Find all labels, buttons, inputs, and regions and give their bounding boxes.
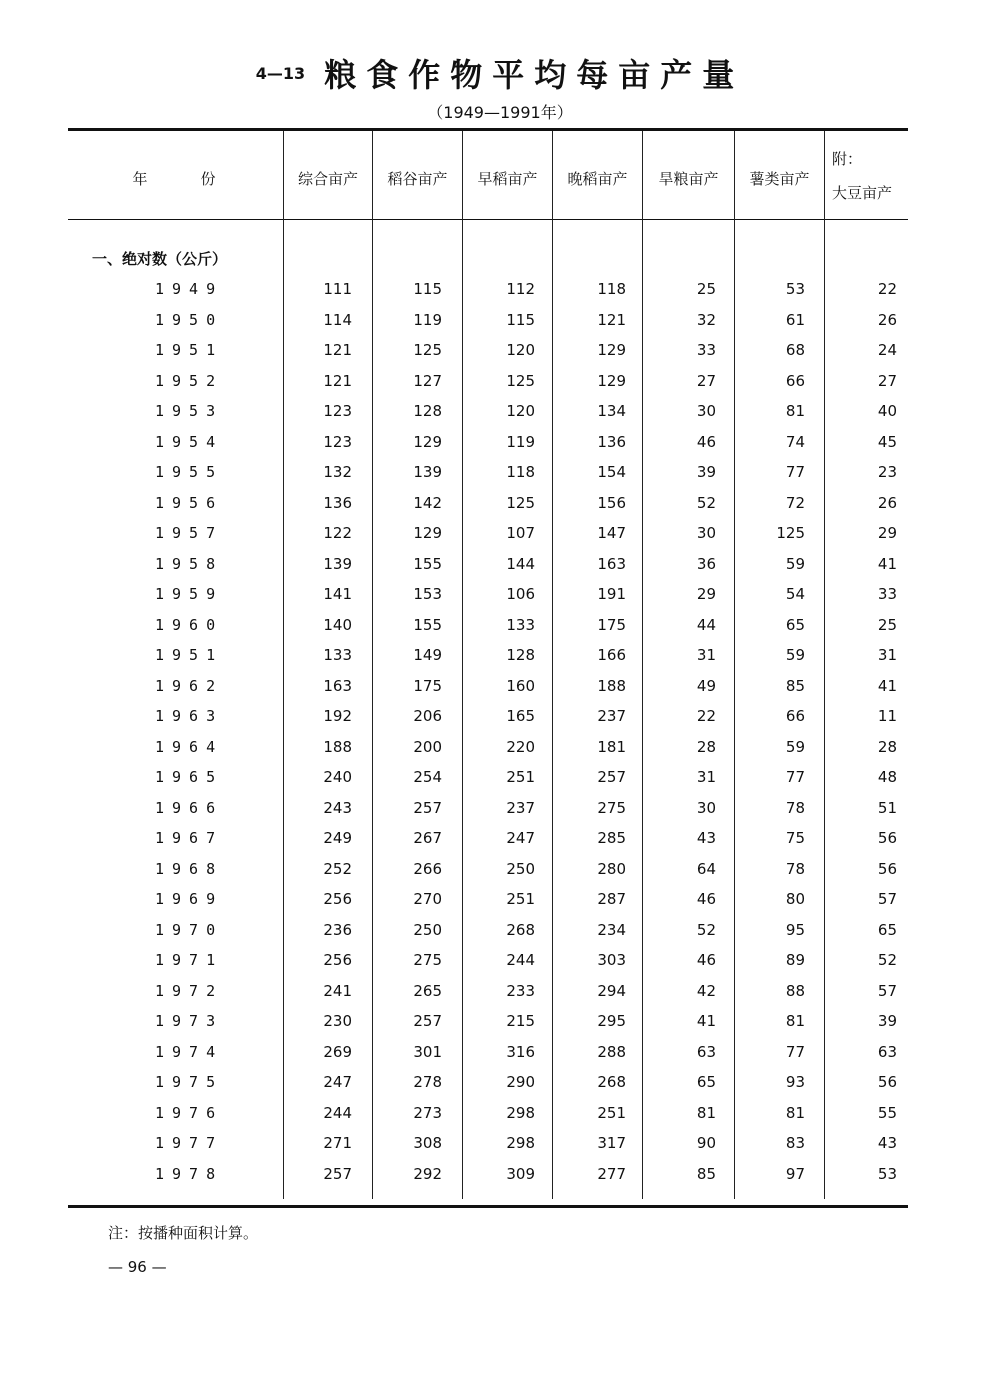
value-cell: 250 [413, 920, 442, 939]
value-cell: 271 [323, 1134, 352, 1152]
value-cell: 288 [597, 1042, 626, 1061]
value-cell: 61 [785, 310, 805, 329]
year-cell: 1967 [155, 829, 224, 847]
section-label: 一、绝对数（公斤） [92, 250, 228, 268]
value-cell: 83 [785, 1134, 805, 1152]
value-cell: 25 [877, 615, 897, 634]
value-cell: 121 [323, 341, 352, 359]
value-cell: 66 [785, 371, 805, 390]
header-rice: 稻谷亩产 [387, 170, 448, 188]
value-cell: 247 [323, 1073, 352, 1091]
value-cell: 107 [506, 524, 535, 542]
value-cell: 52 [696, 920, 716, 939]
value-cell: 266 [413, 859, 442, 878]
value-cell: 188 [597, 676, 626, 695]
value-cell: 316 [506, 1042, 535, 1061]
value-cell: 133 [506, 615, 535, 634]
value-cell: 120 [506, 341, 535, 359]
year-cell: 1965 [155, 768, 224, 786]
header-tubers: 薯类亩产 [749, 170, 810, 188]
value-cell: 257 [413, 798, 442, 817]
value-cell: 97 [785, 1164, 805, 1183]
value-cell: 125 [506, 493, 535, 512]
value-cell: 230 [323, 1012, 352, 1030]
table-row [0, 372, 1000, 402]
year-cell: 1951 [155, 341, 224, 359]
value-cell: 249 [323, 829, 352, 847]
value-cell: 165 [506, 707, 535, 725]
table-row [0, 341, 1000, 371]
value-cell: 46 [696, 951, 716, 969]
value-cell: 31 [877, 646, 897, 664]
value-cell: 24 [877, 341, 897, 359]
value-cell: 301 [413, 1042, 442, 1061]
bottom-rule [68, 1205, 908, 1208]
value-cell: 147 [597, 524, 626, 542]
value-cell: 111 [323, 280, 352, 298]
value-cell: 256 [323, 951, 352, 969]
year-cell: 1960 [155, 615, 224, 634]
value-cell: 90 [696, 1134, 716, 1152]
year-cell: 1952 [155, 371, 224, 390]
table-row [0, 524, 1000, 554]
value-cell: 294 [597, 981, 626, 1000]
value-cell: 298 [506, 1103, 535, 1122]
value-cell: 121 [597, 310, 626, 329]
year-cell: 1951 [155, 646, 224, 664]
value-cell: 41 [877, 554, 897, 573]
value-cell: 33 [696, 341, 716, 359]
value-cell: 43 [877, 1134, 897, 1152]
value-cell: 68 [785, 341, 805, 359]
value-cell: 139 [413, 463, 442, 481]
table-title [0, 50, 1000, 96]
value-cell: 11 [877, 707, 897, 725]
header-soybean: 大豆亩产 [832, 184, 893, 202]
title-text: 粮食作物平均每亩产量 [324, 56, 745, 94]
value-cell: 119 [506, 432, 535, 451]
value-cell: 65 [877, 920, 897, 939]
value-cell: 81 [696, 1103, 716, 1122]
value-cell: 46 [696, 890, 716, 908]
value-cell: 123 [323, 402, 352, 420]
value-cell: 28 [696, 737, 716, 756]
year-cell: 1972 [155, 981, 224, 1000]
page-number: — 96 — [108, 1258, 167, 1276]
value-cell: 56 [877, 1073, 897, 1091]
table-row [0, 280, 1000, 310]
value-cell: 28 [877, 737, 897, 756]
value-cell: 30 [696, 524, 716, 542]
table-row [0, 677, 1000, 707]
value-cell: 43 [696, 829, 716, 847]
value-cell: 265 [413, 981, 442, 1000]
table-row [0, 402, 1000, 432]
table-row [0, 555, 1000, 585]
value-cell: 22 [696, 707, 716, 725]
table-row [0, 1073, 1000, 1103]
value-cell: 23 [877, 463, 897, 481]
year-cell: 1953 [155, 402, 224, 420]
value-cell: 118 [506, 463, 535, 481]
value-cell: 26 [877, 493, 897, 512]
value-cell: 144 [506, 554, 535, 573]
value-cell: 59 [785, 737, 805, 756]
table-row [0, 585, 1000, 615]
value-cell: 88 [785, 981, 805, 1000]
value-cell: 41 [696, 1012, 716, 1030]
value-cell: 22 [877, 280, 897, 298]
value-cell: 250 [506, 859, 535, 878]
value-cell: 122 [323, 524, 352, 542]
year-cell: 1963 [155, 707, 224, 725]
value-cell: 251 [506, 890, 535, 908]
value-cell: 63 [696, 1042, 716, 1061]
value-cell: 129 [413, 524, 442, 542]
year-cell: 1962 [155, 676, 224, 695]
table-row [0, 799, 1000, 829]
value-cell: 78 [785, 798, 805, 817]
value-cell: 81 [785, 402, 805, 420]
value-cell: 141 [323, 585, 352, 603]
value-cell: 220 [506, 737, 535, 756]
value-cell: 42 [696, 981, 716, 1000]
year-cell: 1969 [155, 890, 224, 908]
value-cell: 128 [413, 402, 442, 420]
value-cell: 118 [597, 280, 626, 298]
value-cell: 63 [877, 1042, 897, 1061]
table-code: 4—13 [255, 63, 306, 83]
value-cell: 278 [413, 1073, 442, 1091]
value-cell: 134 [597, 402, 626, 420]
value-cell: 292 [413, 1164, 442, 1183]
year-cell: 1970 [155, 920, 224, 939]
value-cell: 77 [785, 1042, 805, 1061]
value-cell: 181 [597, 737, 626, 756]
value-cell: 85 [785, 676, 805, 695]
value-cell: 267 [413, 829, 442, 847]
value-cell: 251 [597, 1103, 626, 1122]
value-cell: 112 [506, 280, 535, 298]
value-cell: 36 [696, 554, 716, 573]
table-row [0, 707, 1000, 737]
value-cell: 277 [597, 1164, 626, 1183]
value-cell: 49 [696, 676, 716, 695]
value-cell: 52 [877, 951, 897, 969]
table-row [0, 1104, 1000, 1134]
value-cell: 120 [506, 402, 535, 420]
table-row [0, 1165, 1000, 1195]
value-cell: 133 [323, 646, 352, 664]
value-cell: 80 [785, 890, 805, 908]
value-cell: 41 [877, 676, 897, 695]
value-cell: 175 [413, 676, 442, 695]
year-cell: 1954 [155, 432, 224, 451]
value-cell: 26 [877, 310, 897, 329]
table-row [0, 616, 1000, 646]
header-late-rice: 晚稻亩产 [567, 170, 628, 188]
value-cell: 251 [506, 768, 535, 786]
value-cell: 125 [413, 341, 442, 359]
year-cell: 1971 [155, 951, 224, 969]
year-cell: 1950 [155, 310, 224, 329]
value-cell: 309 [506, 1164, 535, 1183]
value-cell: 78 [785, 859, 805, 878]
year-cell: 1974 [155, 1042, 224, 1061]
value-cell: 155 [413, 615, 442, 634]
value-cell: 237 [597, 707, 626, 725]
value-cell: 115 [506, 310, 535, 329]
value-cell: 65 [785, 615, 805, 634]
value-cell: 127 [413, 371, 442, 390]
year-cell: 1978 [155, 1164, 224, 1183]
table-row [0, 463, 1000, 493]
value-cell: 53 [785, 280, 805, 298]
value-cell: 175 [597, 615, 626, 634]
header-dry-grain: 旱粮亩产 [658, 170, 719, 188]
value-cell: 215 [506, 1012, 535, 1030]
value-cell: 136 [323, 493, 352, 512]
value-cell: 154 [597, 463, 626, 481]
value-cell: 119 [413, 310, 442, 329]
value-cell: 115 [413, 280, 442, 298]
value-cell: 252 [323, 859, 352, 878]
value-cell: 257 [597, 768, 626, 786]
value-cell: 89 [785, 951, 805, 969]
year-range-subtitle: （1949—1991年） [427, 103, 573, 122]
year-cell: 1959 [155, 585, 224, 603]
value-cell: 29 [877, 524, 897, 542]
header-rule [68, 219, 908, 220]
value-cell: 56 [877, 829, 897, 847]
value-cell: 106 [506, 585, 535, 603]
value-cell: 45 [877, 432, 897, 451]
value-cell: 77 [785, 768, 805, 786]
value-cell: 30 [696, 402, 716, 420]
value-cell: 95 [785, 920, 805, 939]
value-cell: 81 [785, 1012, 805, 1030]
year-cell: 1956 [155, 493, 224, 512]
value-cell: 31 [696, 768, 716, 786]
value-cell: 40 [877, 402, 897, 420]
value-cell: 275 [413, 951, 442, 969]
value-cell: 25 [696, 280, 716, 298]
value-cell: 54 [785, 585, 805, 603]
table-row [0, 646, 1000, 676]
value-cell: 29 [696, 585, 716, 603]
value-cell: 59 [785, 646, 805, 664]
value-cell: 44 [696, 615, 716, 634]
value-cell: 269 [323, 1042, 352, 1061]
value-cell: 268 [597, 1073, 626, 1091]
value-cell: 241 [323, 981, 352, 1000]
header-early-rice: 早稻亩产 [477, 170, 538, 188]
value-cell: 206 [413, 707, 442, 725]
value-cell: 237 [506, 798, 535, 817]
value-cell: 55 [877, 1103, 897, 1122]
value-cell: 280 [597, 859, 626, 878]
year-cell: 1949 [155, 280, 224, 298]
value-cell: 65 [696, 1073, 716, 1091]
value-cell: 129 [597, 341, 626, 359]
value-cell: 57 [877, 890, 897, 908]
value-cell: 59 [785, 554, 805, 573]
table-row [0, 1012, 1000, 1042]
value-cell: 275 [597, 798, 626, 817]
year-cell: 1968 [155, 859, 224, 878]
table-row [0, 768, 1000, 798]
value-cell: 57 [877, 981, 897, 1000]
value-cell: 114 [323, 310, 352, 329]
value-cell: 149 [413, 646, 442, 664]
value-cell: 257 [323, 1164, 352, 1183]
year-cell: 1975 [155, 1073, 224, 1091]
value-cell: 233 [506, 981, 535, 1000]
value-cell: 27 [877, 371, 897, 390]
value-cell: 234 [597, 920, 626, 939]
value-cell: 155 [413, 554, 442, 573]
value-cell: 156 [597, 493, 626, 512]
value-cell: 93 [785, 1073, 805, 1091]
value-cell: 254 [413, 768, 442, 786]
value-cell: 153 [413, 585, 442, 603]
value-cell: 66 [785, 707, 805, 725]
value-cell: 81 [785, 1103, 805, 1122]
value-cell: 192 [323, 707, 352, 725]
value-cell: 163 [597, 554, 626, 573]
value-cell: 256 [323, 890, 352, 908]
value-cell: 243 [323, 798, 352, 817]
value-cell: 160 [506, 676, 535, 695]
value-cell: 53 [877, 1164, 897, 1183]
value-cell: 46 [696, 432, 716, 451]
table-row [0, 1043, 1000, 1073]
value-cell: 295 [597, 1012, 626, 1030]
value-cell: 308 [413, 1134, 442, 1152]
year-cell: 1957 [155, 524, 224, 542]
value-cell: 75 [785, 829, 805, 847]
table-row [0, 890, 1000, 920]
value-cell: 30 [696, 798, 716, 817]
value-cell: 39 [696, 463, 716, 481]
table-row [0, 951, 1000, 981]
value-cell: 268 [506, 920, 535, 939]
value-cell: 129 [597, 371, 626, 390]
value-cell: 317 [597, 1134, 626, 1152]
year-cell: 1966 [155, 798, 224, 817]
value-cell: 298 [506, 1134, 535, 1152]
table-row [0, 982, 1000, 1012]
value-cell: 303 [597, 951, 626, 969]
value-cell: 236 [323, 920, 352, 939]
value-cell: 33 [877, 585, 897, 603]
table-row [0, 311, 1000, 341]
value-cell: 72 [785, 493, 805, 512]
year-cell: 1958 [155, 554, 224, 573]
value-cell: 77 [785, 463, 805, 481]
value-cell: 129 [413, 432, 442, 451]
value-cell: 48 [877, 768, 897, 786]
header-total: 综合亩产 [297, 170, 358, 188]
value-cell: 270 [413, 890, 442, 908]
table-row [0, 1134, 1000, 1164]
value-cell: 287 [597, 890, 626, 908]
value-cell: 273 [413, 1103, 442, 1122]
value-cell: 139 [323, 554, 352, 573]
value-cell: 56 [877, 859, 897, 878]
header-appendix: 附： [832, 150, 863, 168]
value-cell: 125 [506, 371, 535, 390]
value-cell: 85 [696, 1164, 716, 1183]
value-cell: 121 [323, 371, 352, 390]
value-cell: 142 [413, 493, 442, 512]
year-cell: 1973 [155, 1012, 224, 1030]
header-year: 年 份 [132, 170, 218, 188]
value-cell: 136 [597, 432, 626, 451]
value-cell: 200 [413, 737, 442, 756]
value-cell: 51 [877, 798, 897, 817]
top-rule [68, 128, 908, 131]
value-cell: 257 [413, 1012, 442, 1030]
value-cell: 290 [506, 1073, 535, 1091]
table-row [0, 921, 1000, 951]
table-row [0, 829, 1000, 859]
value-cell: 31 [696, 646, 716, 664]
year-cell: 1977 [155, 1134, 224, 1152]
value-cell: 240 [323, 768, 352, 786]
year-cell: 1964 [155, 737, 224, 756]
value-cell: 32 [696, 310, 716, 329]
value-cell: 125 [776, 524, 805, 542]
value-cell: 52 [696, 493, 716, 512]
value-cell: 191 [597, 585, 626, 603]
year-cell: 1976 [155, 1103, 224, 1122]
value-cell: 123 [323, 432, 352, 451]
value-cell: 163 [323, 676, 352, 695]
value-cell: 27 [696, 371, 716, 390]
table-row [0, 494, 1000, 524]
value-cell: 39 [877, 1012, 897, 1030]
value-cell: 74 [785, 432, 805, 451]
value-cell: 244 [506, 951, 535, 969]
value-cell: 140 [323, 615, 352, 634]
value-cell: 166 [597, 646, 626, 664]
value-cell: 247 [506, 829, 535, 847]
table-row [0, 860, 1000, 890]
value-cell: 64 [696, 859, 716, 878]
table-row [0, 433, 1000, 463]
value-cell: 132 [323, 463, 352, 481]
table-row [0, 738, 1000, 768]
value-cell: 128 [506, 646, 535, 664]
value-cell: 244 [323, 1103, 352, 1122]
footnote: 注：按播种面积计算。 [108, 1224, 259, 1242]
year-cell: 1955 [155, 463, 224, 481]
value-cell: 188 [323, 737, 352, 756]
value-cell: 285 [597, 829, 626, 847]
